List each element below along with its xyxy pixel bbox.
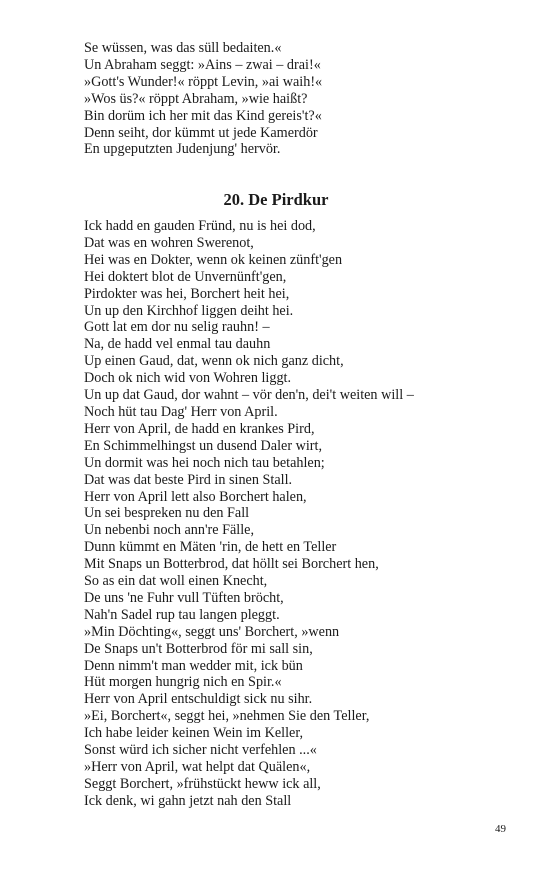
verse-line: Un up den Kirchhof liggen deiht hei. (84, 302, 294, 319)
verse-line: Pirdokter was hei, Borchert heit hei, (84, 285, 290, 302)
verse-line: Un nebenbi noch ann're Fälle, (84, 522, 254, 539)
verse-line: De Snaps un't Botterbrod för mi sall sin, (84, 640, 313, 657)
verse-line: Se wüssen, was das süll bedaiten.« (84, 40, 282, 56)
verse-line: Un up dat Gaud, dor wahnt – vör den'n, dei't weiten will – (84, 387, 414, 404)
verse-line: Un Abraham seggt: »Ains – zwai – drai!« (84, 56, 321, 73)
verse-line: Herr von April lett also Borchert halen, (84, 488, 307, 505)
verse-line: Hüt morgen hungrig nich en Spir.« (84, 674, 282, 691)
verse-line: Noch hüt tau Dag' Herr von April. (84, 403, 278, 420)
verse-line: Herr von April entschuldigt sick nu sihr. (84, 691, 313, 708)
verse-line: Ick hadd en gauden Fründ, nu is hei dod, (84, 218, 316, 234)
verse-line: En Schimmelhingst un dusend Daler wirt, (84, 437, 323, 454)
verse-line: Dat was dat beste Pird in sinen Stall. (84, 471, 293, 488)
verse-line: »Ei, Borchert«, seggt hei, »nehmen Sie den Teller, (84, 708, 370, 725)
verse-line: Seggt Borchert, »frühstückt heww ick all, (84, 775, 321, 792)
verse-line: Up einen Gaud, dat, wenn ok nich ganz dicht, (84, 353, 344, 370)
verse-line: Un sei bespreken nu den Fall (84, 505, 250, 522)
intro-verse (84, 40, 484, 158)
verse-line: Mit Snaps un Botterbrod, dat höllt sei Borchert hen, (84, 556, 379, 573)
verse-line: Dat was en wohren Swerenot, (84, 234, 254, 251)
poem-verse (84, 218, 484, 810)
verse-line: »Gott's Wunder!« röppt Levin, »ai waih!« (84, 73, 323, 90)
verse-line: Na, de hadd vel enmal tau dauhn (84, 336, 271, 353)
verse-line: Un dormit was hei noch nich tau betahlen; (84, 454, 325, 471)
verse-line: Ick denk, wi gahn jetzt nah den Stall (84, 792, 292, 809)
verse-line: Nah'n Sadel rup tau langen pleggt. (84, 606, 280, 623)
verse-line: So as ein dat woll einen Knecht, (84, 573, 268, 590)
verse-line: Hei doktert blot de Unvernünft'gen, (84, 268, 287, 285)
section-title: 20. De Pirdkur (223, 190, 329, 209)
verse-line: »Wos üs?« röppt Abraham, »wie haißt? (84, 90, 308, 107)
verse-line: Denn nimm't man wedder mit, ick bün (84, 657, 303, 674)
verse-line: Herr von April, de hadd en krankes Pird, (84, 420, 315, 437)
verse-line: Denn seiht, dor kümmt ut jede Kamerdör (84, 124, 318, 141)
verse-line: De uns 'ne Fuhr vull Tüften bröcht, (84, 589, 284, 606)
page-number: 49 (495, 823, 506, 835)
verse-line: Doch ok nich wid von Wohren liggt. (84, 370, 292, 387)
verse-line: Bin dorüm ich her mit das Kind gereis't?« (84, 107, 322, 124)
verse-line: »Min Döchting«, seggt uns' Borchert, »wenn (84, 623, 340, 640)
verse-line: Hei was en Dokter, wenn ok keinen zünft'gen (84, 251, 343, 268)
verse-line: Dunn kümmt en Mäten 'rin, de hett en Teller (84, 539, 337, 556)
verse-line: En upgeputzten Judenjung' hervör. (84, 141, 281, 158)
verse-line: Gott lat em dor nu selig rauhn! – (84, 319, 270, 336)
verse-line: »Herr von April, wat helpt dat Quälen«, (84, 759, 311, 775)
verse-line: Ich habe leider keinen Wein im Keller, (84, 725, 304, 742)
verse-line: Sonst würd ich sicher nicht verfehlen ...« (84, 742, 317, 759)
